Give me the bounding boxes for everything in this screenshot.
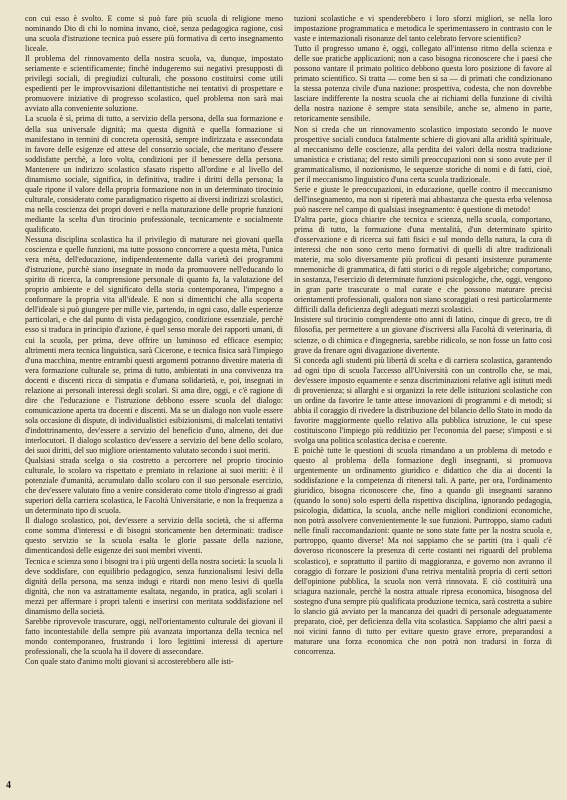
- left-column: [25, 14, 283, 667]
- paragraph: Nessuna disciplina scolastica ha il privilegio di maturare nei giovani quella coscienza e quelle funzioni, ma tutte possono concorrere a questa mèta, l'unica vera mèta, dell'educazione, indipendentemente dalla varietà dei programmi d'istruzione, purchè siano insegnate in modo da promuovere nell'educando lo spirito di ricerca, la comprensione personale di quanto fa, la valutazione del proprio ambiente e del significato della storia contemporanea, l'impegno a conformare la propria vita all'ideale. E non si dimentichi che alla scoperta dell'ideale si può giungere per mille vie, partendo, in ogni caso, dalle esperienze particolari, e che dal punto di vista pedagogico, condizione essenziale, perchè esso si traduca in principio d'azione, è quel senso morale dei rapporti umani, di cui la scuola, per prima, deve offrire un luminoso ed efficace esempio; altrimenti mera tecnica linguistica, sarà Cicerone, e tecnica fisica sarà l'impiego d'una macchina, mentre entrambi questi argomenti potranno divenire materia di vera formazione culturale se, prima di tutto, ambientati in una convivenza tra docenti e discenti ricca di simpatia e d'umana solidarietà, e, poi, insegnati in relazione ai personali interessi degli scolari. Si ama dire, oggi, e c'è ragione di dire che l'educazione e l'istruzione debbono essere scuola del dialogo: comunicazione aperta tra docenti e discenti. Ma se un dialogo non vuole essere sola occasione di dispute, di individualistici esibizionismi, di malcelati tentativi d'indottrinamento, dev'essere a servizio del beneficio d'uno, almeno, dei due interlocutori. Il dialogo scolastico dev'essere a servizio del bene dello scolaro, dei suoi diritti, del suo migliore orientamento valutato secondo i suoi meriti.: [25, 235, 283, 456]
- paragraph: Si conceda agli studenti più libertà di scelta e di carriera scolastica, garantendo ad ogni tipo di scuola l'accesso all'Università con un controllo che, se mai, dev'essere imposto equamente e senza discriminazioni relative agli istituti medi di provenienza; si allarghi e si organizzi la rete delle istituzioni scolastiche con un ordine da favorire le tante attese innovazioni di programmi e di metodi; si abbia il coraggio di rivedere la distribuzione del bilancio dello Stato in modo da favorire maggiormente quello relativo alla pubblica istruzione, le cui spese costituiscono l'impiego più redditizio per l'economia del paese; s'imposti e si svolga una politica scolastica decisa e coerente.: [294, 355, 552, 445]
- paragraph: La scuola è sì, prima di tutto, a servizio della persona, della sua formazione e della sua universale dignità; ma questa dignità e quella formazione si manifestano in termini di concreta operosità, sempre indirizzata e assecondata in favore delle esigenze ed attese del consorzio sociale, che meritano d'essere soddisfatte perchè, a loro volta, condizioni per il benessere della persona. Mantenere un indirizzo scolastico sfasato rispetto all'ordine e al livello del dinamismo sociale, significa, in definitiva, tradire i diritti della persona; la quale ripone il valore della propria formazione non in un determinato tirocinio culturale, considerato come paradigmatico rispetto ai diversi indirizzi scolastici, ma nella coscienza dei propri doveri e nella maturazione delle proprie funzioni mediante la scelta d'un tirocinio professionale, tecnicamente e socialmente qualificato.: [25, 114, 283, 234]
- right-column: [294, 14, 552, 657]
- paragraph: Con quale stato d'animo molti giovani si accosterebbero alle isti-: [25, 657, 234, 666]
- paragraph: con cui esso è svolto. E come si può fare più scuola di religione meno nominando Dio di chi lo nomina invano, cioè, senza pedagogica ragione, così una scuola d'istruzione tecnica può essere più formativa di certo insegnamento liceale.: [25, 14, 283, 54]
- paragraph: Tecnica e scienza sono i bisogni tra i più urgenti della nostra società: la scuola li deve soddisfare, con equilibrio pedagogico, senza funzionalismi lesivi della dignità della persona, ma senza indugi e ritardi non meno lesivi di quella dignità, che non va astrattamente esaltata, negando, in pratica, agli scolari i mezzi per affermare i propri talenti e inserirsi con meritata soddisfazione nel dinamismo della società.: [25, 556, 283, 616]
- paragraph: tuzioni scolastiche e vi spenderebbero i loro sforzi migliori, se nella loro impostazione programmatica e metodica le sperimentassero in contrasto con le vaste e internazionali risonanze del tanto celebrato fervore scientifico?: [294, 14, 552, 44]
- paragraph: Non si creda che un rinnovamento scolastico impostato secondo le nuove prospettive sociali conduca fatalmente schiere di giovani alla aridità spirituale, al meccanismo delle coscienze, alla perdita dei valori della nostra tradizione umanistica e cristiana; del resto simili preoccupazioni non si sono avute per il grammaticalismo, il nozionismo, le sequenze storiche di nomi e di fatti, cioè, per il meccanismo linguistico d'una certa scuola tradizionale.: [294, 124, 552, 184]
- paragraph: Serie e giuste le preoccupazioni, in educazione, quelle contro il meccanismo dell'insegnamento, ma non si ripeterà mai abbastanza che questa erba velenosa può nascere nel campo di qualsiasi insegnamento: è questione di metodo!: [294, 184, 552, 214]
- paragraph: D'altra parte, gioca chiarire che tecnica e scienza, nella scuola, comportano, prima di tutto, la formazione d'una mentalità, d'un determinato spirito d'osservazione e di ricerca sui fatti fisici e sul mondo della natura, la cura di interessi che non sono certo meno formativi di quelli di altre tradizionali materie, ma solo diversamente più proficui di pesanti insistenze puramente mnemoniche di grammatica, di fatti storici o di regole algebriche; comportano, in sostanza, l'esercizio di determinate funzioni psicologiche, che, oggi, vengono in gran parte trascurate o mal curate e che possono maturare precisi orientamenti professionali, qualora non siano scoraggiati o resi particolarmente difficili dalla deficienza degli adeguati mezzi scolastici.: [294, 214, 552, 315]
- paragraph: Insistere sul tirocinio comprendente otto anni di latino, cinque di greco, tre di filosofia, per permettere a un giovane d'iscriversi alla Facoltà di veterinaria, di scienze, o di chimica e d'ingegneria, sarebbe ridicolo, se non fosse un fatto così grave da frenare ogni divagazione divertente.: [294, 315, 552, 355]
- paragraph: Qualsiasi strada scelga o sia costretto a percorrere nel proprio tirocinio culturale, lo scolaro va rispettato e premiato in relazione ai suoi meriti: è il potenziale d'umanità, accumulato dallo scolaro con il suo personale esercizio, che dev'essere valutato fino a venire considerato come titolo d'ingresso ai gradi superiori della carriera scolastica, le Facoltà Universitarie, e non la frequenza a un determinato tipo di scuola.: [25, 456, 283, 516]
- paragraph: Tutto il progresso umano è, oggi, collegato all'intenso ritmo della scienza e delle sue pratiche applicazioni; non a caso bisogna riconoscere che i paesi che possono vantare il primato politico debbono questa loro posizione di favore al primato scientifico. Si tratta — come ben si sa — di primati che condizionano la stessa potenza civile d'una nazione: prospettiva, codesta, che non dovrebbe lasciare indifferente la nostra scuola che ai richiami della funzione di civiltà della nostra nazione è sempre stata sensibile, anche se, almeno in parte, retoricamente sensibile.: [294, 44, 552, 124]
- paragraph: Sarebbe riprovevole trascurare, oggi, nell'orientamento culturale dei giovani il fatto incontestabile della sempre più avanzata importanza della tecnica nel mondo contemporaneo, frustrando i loro legittimi interessi di aperture professionali, che la scuola ha il dovere di assecondare.: [25, 616, 283, 656]
- paragraph: Il problema del rinnovamento della nostra scuola, va, dunque, impostato seriamente e scientificamente; finchè indugeremo sui negativi presupposti di privilegi sociali, di pregiudizi culturali, che possono costituirsi come utili espedienti per le improvvisazioni dilettantistiche nei tentativi di prospettare e promuovere iniziative di progresso scolastico, quel problema non sarà mai avviato alla conveniente soluzione.: [25, 54, 283, 114]
- page-number: 4: [6, 780, 11, 791]
- paragraph: Il dialogo scolastico, poi, dev'essere a servizio della società, che si afferma come somma d'interessi e di bisogni storicamente ben determinati: tradisce questo servizio se la scuola esalta le glorie passate della nazione, dimenticandosi delle esigenze dei suoi membri viventi.: [25, 516, 283, 556]
- paragraph: E poichè tutte le questioni di scuola rimandano a un problema di metodo e questo al problema della formazione degli insegnanti, si promuova urgentemente un ordinamento giuridico e didattico che dia ai docenti la soddisfazione e la competenza di ritenersi tali. A parte, per ora, l'ordinamento giuridico, bisogna riconoscere che, fino a quando gli insegnanti saranno (quando lo sono) solo esperti della rispettiva disciplina, ignorando pedagogia, psicologia, didattica, la scuola, anche nelle migliori condizioni economiche, non potrà assolvere convenientemente le sue funzioni. Purtroppo, siamo caduti nelle finali raccomandazioni: quante ne sono state fatte per la nostra scuola e, purtroppo, quanto diverse! Ma noi sappiamo che se partiti (tra i quali c'è doveroso riconoscere la presenza di certe costanti nei riguardi del problema scolastico), e soprattutto il partito di maggioranza, e governo non avranno il coraggio di forzare le posizioni d'una retriva mentalità propria di certi settori dell'opinione pubblica, la scuola non verrà rinnovata. E ciò costituirà una sciagura nazionale, perchè la nostra attuale ripresa economica, bisognosa del sostegno d'una sempre più qualificata produzione tecnica, sarà costretta a subire lo slancio già avviato per la mancanza dei quadri di personale adeguatamente preparato, cioè, per deficienza della vita scolastica. Sappiamo che altri paesi a noi vicini fanno di tutto per evitare questo grave errore, preparandosi a maturare una forza economica che non potrà non tradursi in forza di concorrenza.: [294, 446, 552, 656]
